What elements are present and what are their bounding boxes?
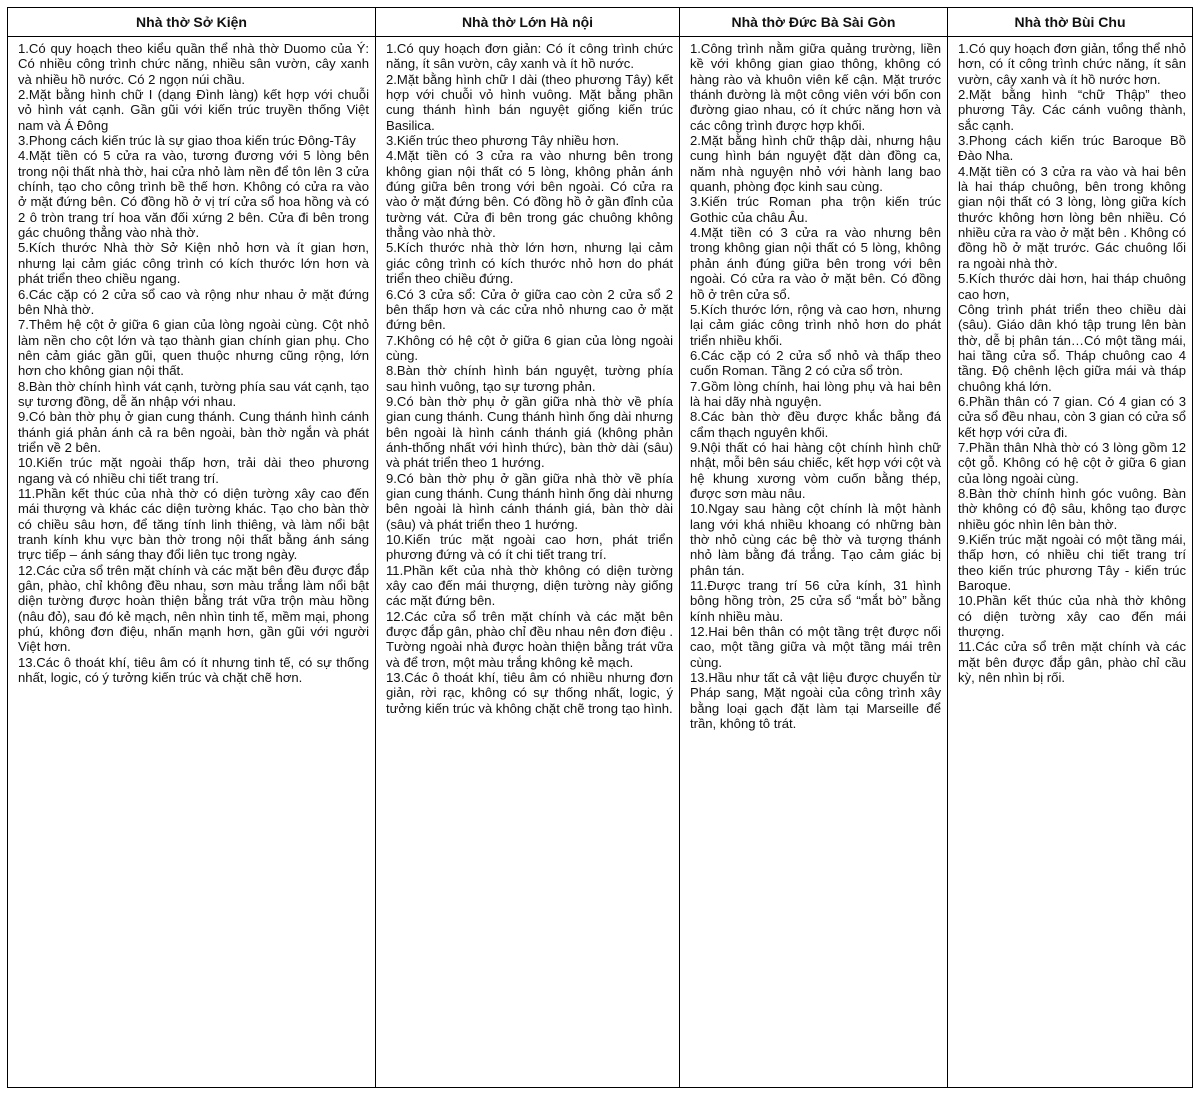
list-item: 6.Có 3 cửa sổ: Cửa ở giữa cao còn 2 cửa sổ 2 bên thấp hơn và các cửa nhỏ nhưng cao ở mặt đứng bên. [386,286,673,333]
list-item: 3.Phong cách kiến trúc là sự giao thoa kiến trúc Đông-Tây [18,133,356,149]
list-item: 9.Nội thất có hai hàng cột chính hình chữ nhật, mỗi bên sáu chiếc, kết hợp với cột và hệ khung xương vòm cuốn bằng thép, được sơn màu nâu. [690,439,941,501]
list-item: 7.Thêm hệ cột ở giữa 6 gian của lòng ngoài cùng. Cột nhỏ làm nền cho cột lớn và tạo thành gian chính gian phụ. Cho nên cảm giác gần gũi, quen thuộc nhưng cũng rộng, lớn hơn cho không gian nội thất. [18,317,369,379]
list-item: 1.Có quy hoạch đơn giản: Có ít công trình chức năng, ít sân vườn, cây xanh và ít hồ nước. [386,41,673,72]
list-item: 5.Kích thước dài hơn, hai tháp chuông cao hơn, [958,271,1186,302]
list-item: 7.Không có hệ cột ở giữa 6 gian của lòng ngoài cùng. [386,332,673,363]
list-item: 13.Các ô thoát khí, tiêu âm có ít nhưng tinh tế, có sự thống nhất, logic, có ý tưởng kiến trúc và chặt chẽ hơn. [18,654,369,686]
header-ha-noi: Nhà thờ Lớn Hà nội [376,8,680,36]
header-so-kien: Nhà thờ Sở Kiện [8,8,376,36]
list-item: 3.Phong cách kiến trúc Baroque Bồ Đào Nha. [958,133,1186,164]
list-item: 2.Mặt bằng hình “chữ Thập” theo phương Tây. Các cánh vuông thành, sắc cạnh. [958,87,1186,133]
list-item: 8.Bàn thờ chính hình góc vuông. Bàn thờ không có độ sâu, không tạo được nhiều góc nhìn lên bàn thờ. [958,485,1186,532]
list-item: 9.Có bàn thờ phụ ở gian cung thánh. Cung thánh hình cánh thánh giá phản ánh cả ra bên ngoài, bàn thờ ngắn và phát triển về 2 bên. [18,409,369,455]
list-item: 12.Các cửa sổ trên mặt chính và các mặt bên đều được đắp gân, phào, chỉ không đều nhau, sơn màu trắng làm nổi bật diện tường được hoàn thiện bằng trát vữa trộn màu hồng (nâu đỏ), sau đó kẻ mạch, nên nhìn tinh tế, mềm mại, phong phú, không đơn điệu, nhấn mạnh hơn, gần gũi với người Việt hơn. [18,562,369,655]
list-item: 7.Gồm lòng chính, hai lòng phụ và hai bên là hai dãy nhà nguyện. [690,378,941,409]
header-bui-chu: Nhà thờ Bùi Chu [1014,14,1126,30]
list-item: 2.Mặt bằng hình chữ I (dạng Đình làng) kết hợp với chuỗi vỏ hình vát cạnh. Gần gũi với kiến trúc truyền thống Việt nam và Á Đông [18,87,369,133]
list-item: 12.Hai bên thân có một tầng trệt được nối cao, một tầng giữa và một tầng mái trên cùng. [690,624,941,670]
list-item: 2.Mặt bằng hình chữ I dài (theo phương Tây) kết hợp với chuỗi vỏ hình vuông. Mặt bằng phần cung thánh hình bán nguyệt giống kiến trúc Basilica. [386,71,673,133]
list-item: 13.Các ô thoát khí, tiêu âm có nhiều nhưng đơn giản, rời rạc, không có sự thống nhất, logic, ý tưởng kiến trúc và không chặt chẽ trong tạo hình. [386,670,673,716]
list-item: 11.Các cửa sổ trên mặt chính và các mặt bên được đắp gân, phào chỉ cầu kỳ, nên nhìn bị rối. [958,639,1186,686]
list-item: 13.Hầu như tất cả vật liệu được chuyển từ Pháp sang, Mặt ngoài của công trình xây bằng loại gạch đặt làm tại Marseille để trần, không tô trát. [690,670,941,732]
list-item: 5.Kích thước lớn, rộng và cao hơn, nhưng lại cảm giác công trình nhỏ hơn do phát triển nhiều khối. [690,301,941,348]
list-item: 9.Có bàn thờ phụ ở gần giữa nhà thờ về phía gian cung thánh. Cung thánh hình ống dài nhưng bên ngoài là hình cánh thánh giá, bàn thờ dài (sâu) và phát triển theo 1 hướng. [386,470,673,532]
list-item: 4.Mặt tiền có 3 cửa ra vào nhưng bên trong không gian nội thất có 5 lòng, không phản ánh đúng giữa bên trong với bên ngoài. Có cửa ra vào ở mặt bên. Có đồng hồ ở trên cửa sổ. [690,225,941,302]
list-item: 4.Mặt tiền có 3 cửa ra vào nhưng bên trong không gian nội thất có 5 lòng, không phản ánh đúng giữa bên trong với bên ngoài. Có cửa ra vào ở mặt đứng bên. Có đồng hồ ở gần đỉnh của tường vát. Cửa đi bên trong gác chuông không thẳng vào nhà thờ. [386,148,673,241]
list-item: 12.Các cửa sổ trên mặt chính và các mặt bên được đắp gân, phào chỉ đều nhau nên đơn điệu . Tường ngoài nhà được hoàn thiện bằng trát vữa và để trơn, một màu trắng không kẻ mạch. [386,608,673,670]
header-sai-gon: Nhà thờ Đức Bà Sài Gòn [680,8,948,36]
list-item: 7.Phần thân Nhà thờ có 3 lòng gồm 12 cột gỗ. Không có hệ cột ở giữa 6 gian của lòng ngoài cùng. [958,439,1186,486]
column-ha-noi [376,37,680,1087]
list-item: 8.Bàn thờ chính hình vát cạnh, tường phía sau vát cạnh, tạo sự tương đồng, dễ ăn nhập với nhau. [18,378,369,409]
column-sai-gon [680,37,948,1087]
list-item: 10.Ngay sau hàng cột chính là một hành lang với khá nhiều khoang có những bàn thờ nhỏ cùng các bệ thờ và tượng thánh nhỏ làm bằng đá trắng. Tạo cảm giác bị phân tán. [690,501,941,578]
list-item: 9.Có bàn thờ phụ ở gần giữa nhà thờ về phía gian cung thánh. Cung thánh hình ống dài nhưng bên ngoài là hình cánh thánh giá (không phản ánh-thống nhất với hình thức), bàn thờ dài (sâu) và phát triển theo 1 hướng. [386,393,673,471]
column-bui-chu [948,37,1192,1087]
list-item: 8.Các bàn thờ đều được khắc bằng đá cẩm thạch nguyên khối. [690,409,941,440]
comparison-table [7,7,1193,1088]
list-item: 10.Kiến trúc mặt ngoài cao hơn, phát triển phương đứng và có ít chi tiết trang trí. [386,532,673,563]
list-item: 10.Phần kết thúc của nhà thờ không có diện tường xây cao đến mái thượng. [958,593,1186,640]
list-item: 4.Mặt tiền có 3 cửa ra vào và hai bên là hai tháp chuông, bên trong không gian nội thất có 3 lòng, lòng giữa kích thước không hơn lòng bên nhiều. Có nhiều cửa ra vào ở mặt bên . Không có đồng hồ ở mặt trước. Gác chuông lối ra ngoài nhà thờ. [958,163,1186,271]
list-item: 5.Kích thước Nhà thờ Sở Kiện nhỏ hơn và ít gian hơn, nhưng lại cảm giác công trình có kích thước lớn hơn và phát triển theo chiều ngang. [18,240,369,287]
list-item: 1.Có quy hoạch theo kiểu quần thể nhà thờ Duomo của Ý: Có nhiều công trình chức năng, nhiều sân vườn, cây xanh và nhiều hồ nước. Có 2 ngọn núi chầu. [18,41,369,87]
list-item: 6.Các cặp có 2 cửa sổ cao và rộng như nhau ở mặt đứng bên Nhà thờ. [18,286,369,317]
list-item: 11.Phần kết thúc của nhà thờ có diện tường xây cao đến mái thượng và khác các diện tường khác. Tạo cho bàn thờ có chiều sâu hơn, để tăng tính linh thiêng, và làm nổi bật tranh kính khu vực bàn thờ trong nội thất bằng ánh sáng trực tiếp – ánh sáng thay đổi liên tục trong ngày. [18,485,369,563]
list-item: 11.Được trang trí 56 cửa kính, 31 hình bông hồng tròn, 25 cửa sổ “mắt bò” bằng kính nhiều màu. [690,578,941,624]
list-item: 4.Mặt tiền có 5 cửa ra vào, tương đương với 5 lòng bên trong nội thất nhà thờ, hai cửa nhỏ làm nền để tôn lên 3 cửa chính, tạo cho công trình bề thế hơn. Không có cửa ra vào ở mặt đứng bên. Có đồng hồ ở vị trí cửa sổ hoa hồng và có 2 ô tròn trang trí hoa văn đối xứng 2 bên. Cửa đi bên trong gác chuông thẳng vào nhà thờ. [18,148,369,241]
list-item: Công trình phát triển theo chiều dài (sâu). Giáo dân khó tập trung lên bàn thờ, dễ bị phân tán…Có một tầng mái, hai tầng cửa sổ. Tháp chuông cao 4 tầng. Độ chênh lệch giữa mái và tháp chuông khá lớn. [958,301,1186,394]
list-item: 5.Kích thước nhà thờ lớn hơn, nhưng lại cảm giác công trình có kích thước nhỏ hơn do phát triển theo chiều đứng. [386,240,673,287]
list-item: 6.Các cặp có 2 cửa sổ nhỏ và thấp theo cuốn Roman. Tầng 2 có cửa sổ tròn. [690,347,941,379]
list-item: 6.Phần thân có 7 gian. Có 4 gian có 3 cửa sổ đều nhau, còn 3 gian có cửa sổ kết hợp với cửa đi. [958,393,1186,440]
list-item: 9.Kiến trúc mặt ngoài có một tầng mái, thấp hơn, có nhiều chi tiết trang trí theo kiến trúc phương Tây - kiến trúc Baroque. [958,532,1186,594]
list-item: 1.Có quy hoạch đơn giản, tổng thể nhỏ hơn, có ít công trình chức năng, ít sân vườn, cây xanh và ít hồ nước hơn. [958,41,1186,87]
table-body-row [8,37,1192,1087]
list-item: 10.Kiến trúc mặt ngoài thấp hơn, trải dài theo phương ngang và có nhiều chi tiết trang trí. [18,455,369,486]
list-item: 3.Kiến trúc Roman pha trộn kiến trúc Gothic của châu Âu. [690,194,941,225]
table-header-row [8,8,1192,37]
column-so-kien [8,37,376,1087]
list-item: 11.Phần kết của nhà thờ không có diện tường xây cao đến mái thượng, diện tường này giống các mặt đứng bên. [386,562,673,609]
list-item: 3.Kiến trúc theo phương Tây nhiều hơn. [386,133,620,149]
list-item: 8.Bàn thờ chính hình bán nguyệt, tường phía sau hình vuông, tạo sự tương phản. [386,363,673,394]
list-item: 1.Công trình nằm giữa quảng trường, liền kề với không gian giao thông, không có hàng rào và khuôn viên kế cận. Mặt trước thánh đường là một công viên với bốn con đường giao nhau, có ít chức năng hơn và các công trình được hợp khối. [690,41,941,133]
list-item: 2.Mặt bằng hình chữ thập dài, nhưng hậu cung hình bán nguyệt đặt dàn đồng ca, năm nhà nguyện nhỏ với hành lang bao quanh, phòng đọc kinh sau cùng. [690,133,941,195]
